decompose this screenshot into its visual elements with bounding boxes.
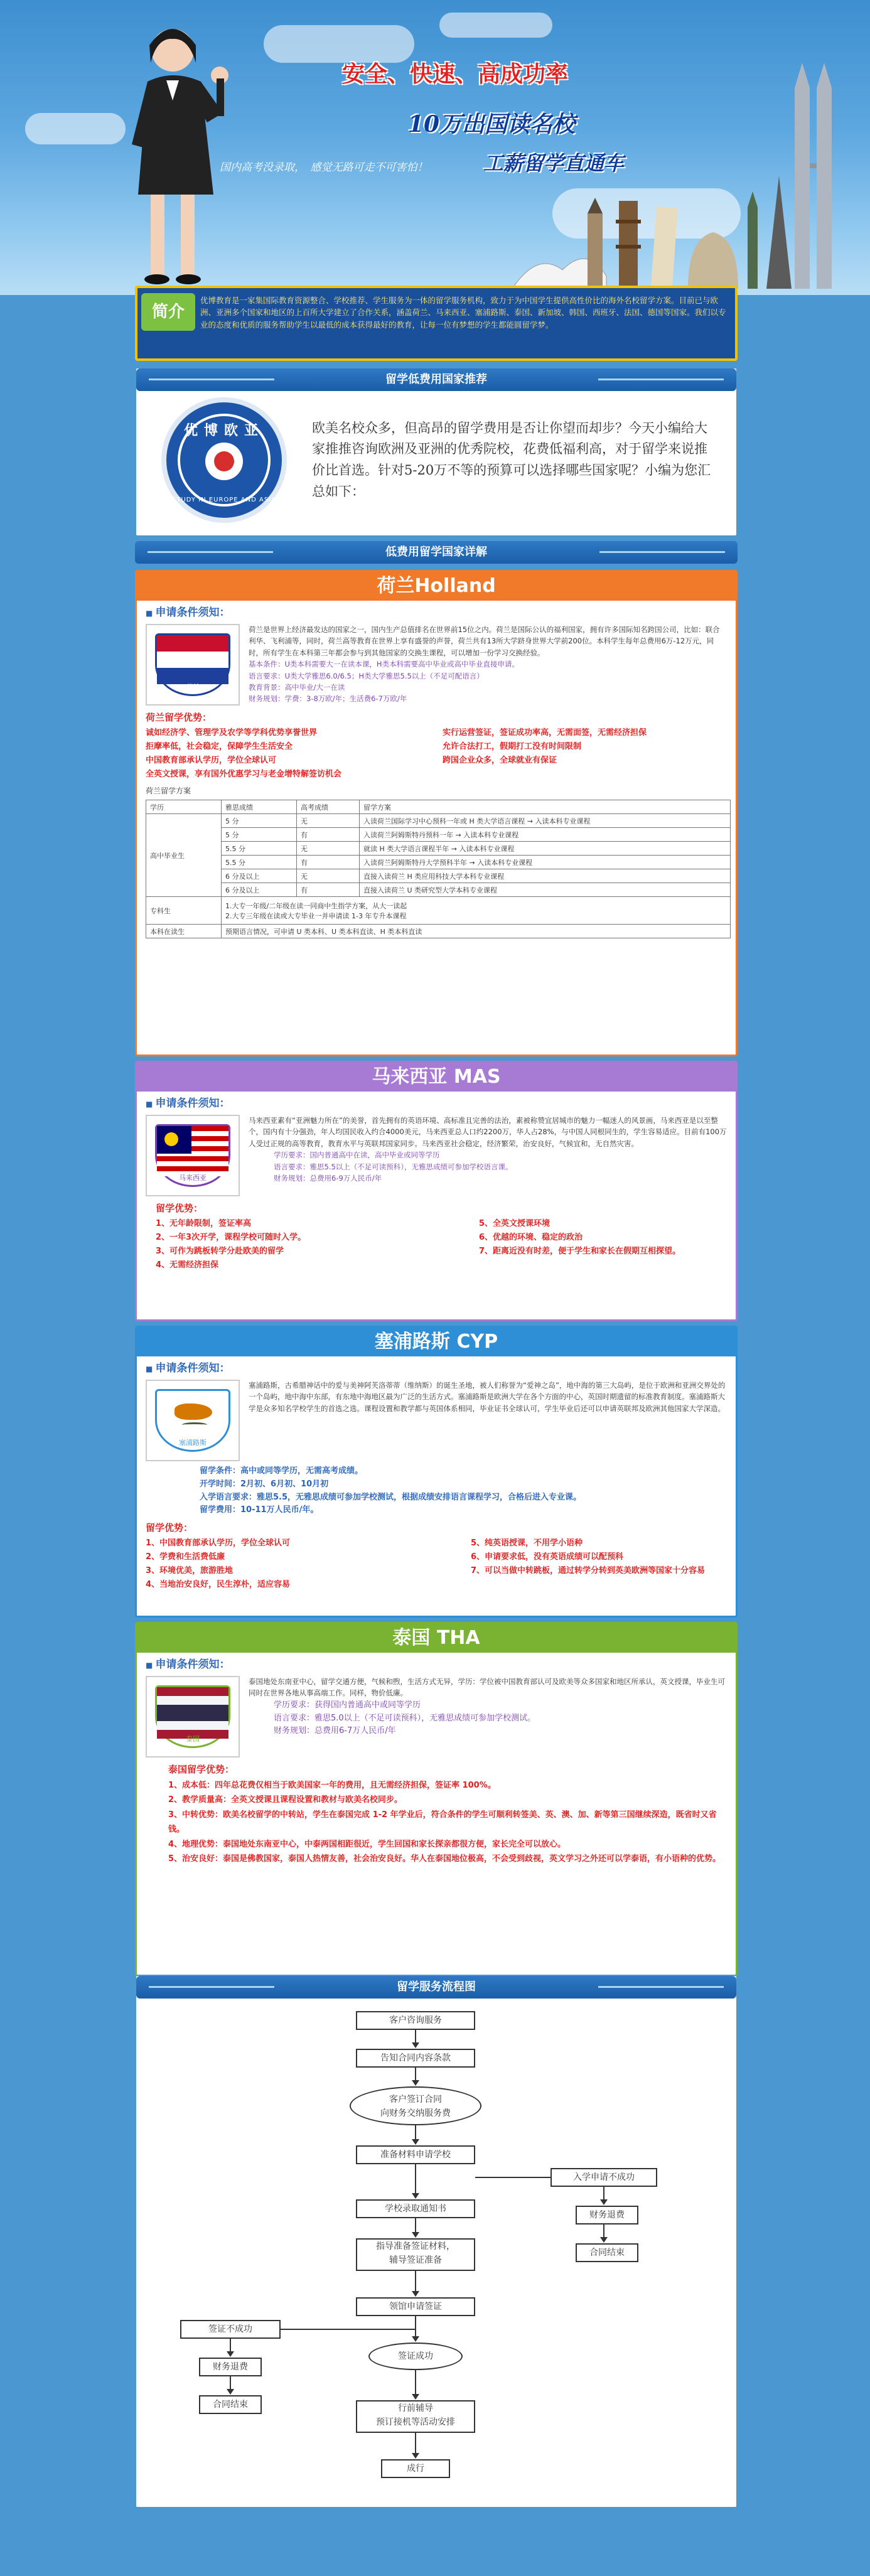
list-item: 2、教学质量高：全英文授课且课程设置和教材与欧美名校同步。	[168, 1795, 403, 1805]
flow-step-consult: 客户咨询服务	[356, 2011, 475, 2030]
list-item: 允许合法打工，假期打工没有时间限制	[443, 742, 582, 752]
flow-step-depart: 成行	[381, 2459, 450, 2478]
flow-step-contract-end-2: 合同结束	[199, 2395, 262, 2414]
list-item: 中国教育部承认学历，学位全球认可	[146, 756, 277, 766]
list-item: 3、可作为跳板转学分赴欧美的留学	[156, 1247, 284, 1257]
thailand-desc: 泰国地处东南亚中心，留学交通方便，气候和煦，生活方式无异，学历：学位被中国教育部认可及欧美等众多国家和地区所承认，英文授课，毕业生可同时在世界各地从事高端工作。同样，物价低廉。	[249, 1677, 725, 1698]
malaysia-req-1: 学历要求：国内普通高中在读，高中毕业或同等学历	[274, 1151, 440, 1160]
flow-step-visa-success: 签证成功	[368, 2343, 463, 2370]
list-item: 2、学费和生活费低廉	[146, 1552, 225, 1562]
list-item: 2、一年3次开学，课程学校可随时入学。	[156, 1233, 306, 1243]
malaysia-req-title: ■ 申请条件须知：	[137, 1092, 736, 1112]
list-item: 7、可以当做中转跳板，通过转学分转到英美欧洲等国家十分容易	[471, 1566, 706, 1576]
intro-box	[135, 286, 738, 361]
netherlands-education: 教育背景：高中毕业/大一在读	[249, 682, 345, 692]
flow-step-visa-apply: 领馆申请签证	[356, 2297, 475, 2316]
netherlands-cost: 财务规划：学费：3-8万欧/年；生活费6-7万欧/年	[249, 694, 407, 704]
hero-slogan-secondary: 10万出国读名校	[408, 111, 576, 137]
hero-slogan-tertiary: 工薪留学直通车	[483, 151, 625, 175]
list-item: 跨国企业众多，全球就业有保证	[443, 756, 557, 766]
list-item: 5、治安良好：泰国是佛教国家，泰国人热情友善，社会治安良好。华人在泰国地位极高，不会受到歧视，英文学习之外还可以学泰语，有小语种的优势。	[168, 1854, 721, 1864]
cyprus-desc: 塞浦路斯，古希腊神话中的爱与美神阿芙洛蒂蒂（维纳斯）的诞生圣地，被人们称誉为“爱神之岛”，地中海的第三大岛屿，是位于欧洲和亚洲交界处的一个岛屿，地中海中东部，有东地中海地区最为广泛的生活方式。塞浦路斯是欧洲大学在各个方面的中心，英国时期遗留的标准教育制度。塞浦路斯大学是众多知名学校学生的首选之选。课程设置和教学都与英国体系相同，毕业证书全球认可，学生毕业后还可以申请英联邦及欧洲其他国家大学深造。	[249, 1381, 726, 1413]
list-item: 实行运营签证，签证成功率高，无需面签，无需经济担保	[443, 728, 647, 738]
netherlands-adv-list	[137, 726, 736, 781]
list-item: 6、优越的环境、稳定的政治	[479, 1233, 583, 1243]
table-row: 本科在读生 预期语言情况，可申请 U 类本科、U 类本科直读、H 类本科直读	[146, 925, 731, 938]
flowchart	[136, 1999, 736, 2576]
table-row: 专科生 1.大专一年级/二年级在读一同商中生指学方案，从大一读起 2.大专三年级在读或大专毕业一并申请读 1-3 年专升本课程	[146, 897, 731, 925]
list-item: 5、纯英语授课，不用学小语种	[471, 1538, 583, 1548]
youbo-logo: 优博欧亚 STUDY IN EUROPE AND ASIA	[161, 397, 287, 523]
hero-banner	[0, 0, 870, 330]
netherlands-desc: 荷兰是世界上经济最发达的国家之一，国内生产总值排名在世界前15位之内。荷兰是国际公认的福利国家，拥有许多国际知名跨国公司，比如：联合利华、飞利浦等，同时，荷兰高等教育在世界上享有盛誉的声誉，荷兰共有13所大学跻身世界大学前200位。本科学生每年总费用6万-12万元，同时，所有学生在本科第三年都会参与到其他国家的交换生课程，可以增加一份学习交换经验。	[249, 625, 720, 657]
malaysia-desc: 马来西亚素有“亚洲魅力所在”的美誉，首先拥有的英语环境、高标准且完善的法治，素被称赞宜居城市的魅力一幅迷人的风景画，马来西亚是以至整个，国内有十分强劲，年人均国民收入约合4000美元，马来西亚总人口约2200万，华人占28%，与中国人同根同生的，学生容易适应。目前有100万人受过正规的高等教育，教育水平与英联邦国家同步。马来西亚社会稳定，经济繁荣，治安良好，气候宜和，无自然灾害。	[249, 1116, 727, 1148]
malaysia-adv-title: 留学优势：	[156, 1203, 203, 1214]
flow-step-visa-failed: 签证不成功	[180, 2320, 281, 2339]
cyprus-title: 塞浦路斯 CYP	[137, 1328, 736, 1356]
cyprus-req-2: 开学时间：2月初、6月初、10月初	[200, 1479, 329, 1489]
cyprus-adv-title: 留学优势：	[146, 1522, 193, 1534]
flow-step-apply-failed: 入学申请不成功	[550, 2168, 657, 2187]
recommend-band: 留学低费用国家推荐	[136, 368, 736, 391]
cyprus-req-4: 留学费用：10-11万人民币/年。	[200, 1505, 319, 1515]
cyprus-req-1: 留学条件：高中或同等学历，无需高考成绩。	[200, 1466, 363, 1476]
list-item: 4、当地治安良好，民生淳朴，适应容易	[146, 1580, 291, 1590]
detail-band: 低费用留学国家详解	[135, 541, 738, 564]
netherlands-section	[135, 570, 738, 1056]
hero-slogan-main: 安全、快速、高成功率	[342, 61, 569, 87]
thailand-req-title: ■ 申请条件须知：	[137, 1653, 736, 1673]
malaysia-title: 马来西亚 MAS	[137, 1063, 736, 1092]
cyprus-req-3: 入学语言要求：雅思5.5，无雅思成绩可参加学校测试，根据成绩安排语言课程学习，合格后进入专业课。	[200, 1492, 582, 1502]
flow-step-contract-terms: 告知合同内容条款	[356, 2049, 475, 2068]
intro-tag: 简介	[141, 293, 195, 331]
table-row: 6 分及以上 无 直接入读荷兰 H 类应用科技大学本科专业课程	[146, 869, 731, 883]
list-item: 1、中国教育部承认学历，学位全球认可	[146, 1538, 291, 1548]
table-row: 5 分 有 入读荷兰阿姆斯特丹预科一年 → 入读本科专业课程	[146, 828, 731, 842]
flow-step-refund-1: 财务退费	[576, 2206, 638, 2224]
table-row: 高中毕业生 5 分 无 入读荷兰国际学习中心预科一年或 H 类大学语言课程 → 入读本科专业课程	[146, 814, 731, 828]
netherlands-flag-icon: 荷兰	[146, 624, 240, 706]
cyprus-adv-list	[137, 1537, 736, 1592]
table-row: 5.5 分 有 入读荷兰阿姆斯特丹大学预科半年 → 入读本科专业课程	[146, 856, 731, 869]
thailand-req-2: 语言要求：雅思5.0以上（不足可读预科），无雅思成绩可参加学校测试。	[274, 1713, 536, 1723]
table-header: 留学方案	[360, 800, 731, 814]
intro-text: 优博教育是一家集国际教育资源整合、学校推荐、学生服务为一体的留学服务机构，致力于为中国学生提供高性价比的海外名校留学方案。目前已与欧洲、亚洲多个国家和地区的上百所大学建立了合作关系，涵盖荷兰、马来西亚、塞浦路斯、泰国、新加坡、韩国、西班牙、法国、德国等国家。我们以专业的态度和优质的服务帮助学生以最低的成本获得最好的教育，让每一位有梦想的学生都能圆留学梦。	[200, 296, 726, 330]
malaysia-adv-list	[137, 1217, 736, 1272]
flow-step-contract-end-1: 合同结束	[576, 2243, 638, 2262]
list-item: 4、地理优势：泰国地处东南亚中心，中泰两国相距很近，学生回国和家长探亲都很方便，家长完全可以放心。	[168, 1839, 566, 1849]
student-model-image	[113, 13, 239, 289]
flow-step-admission: 学校录取通知书	[356, 2199, 475, 2218]
thailand-title: 泰国 THA	[137, 1624, 736, 1653]
list-item: 7、距离近没有时差，便于学生和家长在假期互相探望。	[479, 1247, 681, 1257]
malaysia-req-3: 财务规划：总费用6-9万人民币/年	[274, 1173, 382, 1183]
netherlands-language: 语言要求：U类大学雅思6.0/6.5；H类大学雅思5.5以上（不足可配语言）	[249, 671, 484, 680]
list-item: 3、环境优美，旅游胜地	[146, 1566, 234, 1576]
list-item: 诚如经济学、管理学及农学等学科优势享誉世界	[146, 728, 318, 738]
list-item: 3、中转优势：欧美名校留学的中转站，学生在泰国完成 1-2 年学业后，符合条件的学生可顺利转签美、英、澳、加、新等第三国继续深造，既省时又省钱。	[168, 1810, 717, 1835]
malaysia-req-2: 语言要求：雅思5.5以上（不足可读预科），无雅思成绩可参加学校语言课。	[274, 1162, 513, 1171]
table-header: 学历	[146, 800, 222, 814]
cyprus-flag-icon: 塞浦路斯	[146, 1380, 240, 1461]
list-item: 4、无需经济担保	[156, 1260, 219, 1270]
netherlands-basic: 基本条件：U类本科需要大一在读本课，H类本科需要高中毕业或高中毕业直接申请。	[249, 660, 520, 669]
flow-step-apply-school: 准备材料申请学校	[356, 2145, 475, 2164]
netherlands-plan-table	[146, 800, 731, 938]
thailand-req-3: 财务规划：总费用6-7万人民币/年	[274, 1726, 396, 1736]
malaysia-flag-icon: 马来西亚	[146, 1115, 240, 1196]
list-item: 拒摩率低，社会稳定，保障学生生活安全	[146, 742, 293, 752]
netherlands-plan-title: 荷兰留学方案	[146, 786, 191, 796]
cyprus-req-title: ■ 申请条件须知：	[137, 1356, 736, 1377]
table-header: 高考成绩	[297, 800, 360, 814]
netherlands-req-title: ■ 申请条件须知：	[137, 601, 736, 621]
flow-step-visa-prep: 指导准备签证材料， 辅导签证准备	[356, 2238, 475, 2271]
recommend-section	[135, 367, 738, 537]
recommend-text: 欧美名校众多，但高昂的留学费用是否让你望而却步？今天小编给大家推推咨询欧洲及亚洲的优秀院校，花费低福利高，对于留学来说推价比首选。针对5-20万不等的预算可以选择哪些国家呢？小编为您汇总如下：	[312, 420, 711, 499]
flow-section	[135, 1975, 738, 2508]
list-item: 1、无年龄限制，签证率高	[156, 1219, 252, 1228]
table-header: 雅思成绩	[222, 800, 297, 814]
table-row: 6 分及以上 有 直接入读荷兰 U 类研究型大学本科专业课程	[146, 883, 731, 897]
flow-step-refund-2: 财务退费	[199, 2358, 262, 2376]
thailand-adv-title: 泰国留学优势：	[168, 1764, 235, 1775]
netherlands-adv-title: 荷兰留学优势：	[146, 712, 212, 723]
world-landmarks-image	[500, 63, 851, 289]
flow-step-sign-contract: 客户签订合同 向财务交纳服务费	[350, 2086, 481, 2125]
thailand-section	[135, 1622, 738, 1977]
flow-band: 留学服务流程图	[136, 1976, 736, 1999]
list-item: 全英文授课，享有国外优惠学习与老金增特解签访机会	[146, 770, 342, 780]
thailand-req-1: 学历要求：获得国内普通高中或同等学历	[274, 1700, 421, 1710]
cyprus-section	[135, 1326, 738, 1618]
table-row: 5.5 分 无 就读 H 类大学语言课程半年 → 入读本科专业课程	[146, 842, 731, 856]
list-item: 1、成本低：四年总花费仅相当于欧美国家一年的费用，且无需经济担保，签证率 100%。	[168, 1781, 496, 1790]
thailand-flag-icon: 泰国	[146, 1676, 240, 1758]
list-item: 5、全英文授课环境	[479, 1219, 550, 1228]
hero-subline: 国内高考没录取， 感觉无路可走不可害怕！	[220, 161, 428, 174]
flow-step-predeparture: 行前辅导 预订接机等活动安排	[356, 2400, 475, 2433]
list-item: 6、申请要求低，没有英语成绩可以配预科	[471, 1552, 624, 1562]
netherlands-title: 荷兰Holland	[137, 572, 736, 601]
malaysia-section	[135, 1061, 738, 1321]
